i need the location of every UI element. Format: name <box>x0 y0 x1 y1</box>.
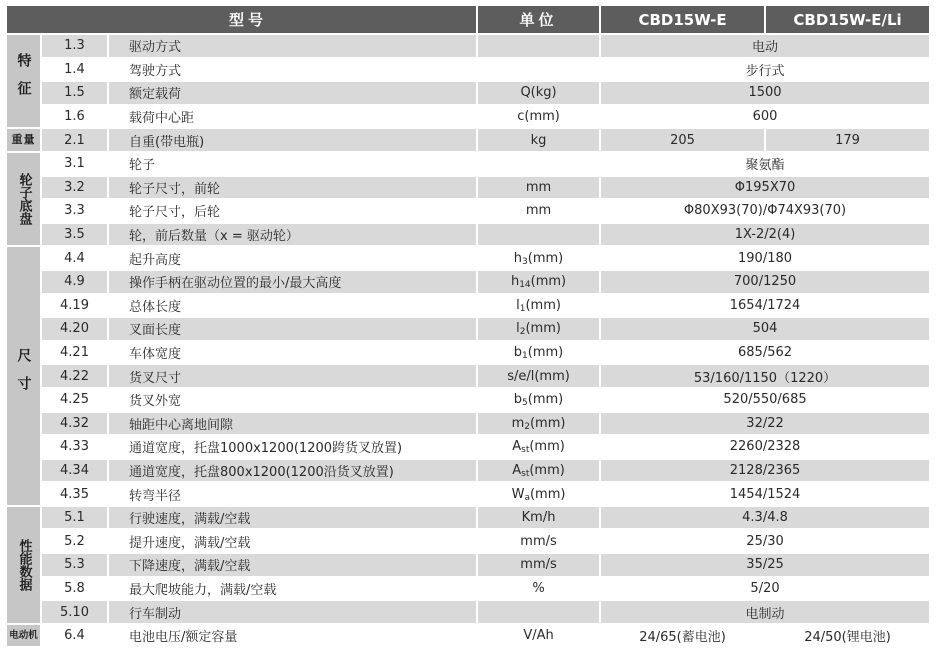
spec-unit: s/e/l(mm) <box>478 365 599 387</box>
spec-no: 4.34 <box>42 460 107 482</box>
spec-no: 5.3 <box>42 554 107 576</box>
table-row <box>7 413 929 435</box>
spec-value: 1X-2/2(4) <box>601 224 929 246</box>
unit-subscript: 2 <box>524 421 530 432</box>
spec-unit: Q(kg) <box>478 82 599 104</box>
spec-no: 4.19 <box>42 295 107 317</box>
table-row <box>7 460 929 482</box>
spec-no: 4.9 <box>42 271 107 293</box>
spec-unit: mm/s <box>478 530 599 552</box>
spec-unit: V/Ah <box>478 625 599 647</box>
spec-name: 通道宽度，托盘1000x1200(1200跨货叉放置) <box>109 436 476 458</box>
spec-rows <box>7 35 929 646</box>
spec-name: 轮子尺寸，前轮 <box>109 177 476 199</box>
header-unit: 单位 <box>478 6 599 33</box>
spec-value-cbd15w-e-li: 179 <box>766 129 929 151</box>
spec-name: 载荷中心距 <box>109 106 476 128</box>
spec-no: 5.8 <box>42 578 107 600</box>
table-row <box>7 365 929 387</box>
spec-name: 总体长度 <box>109 295 476 317</box>
unit-symbol: h <box>513 250 523 266</box>
spec-value: 53/160/1150（1220） <box>601 365 929 387</box>
spec-no: 2.1 <box>42 129 107 151</box>
group-features: 特征 <box>7 35 40 127</box>
group-dimensions: 尺寸 <box>7 247 40 505</box>
spec-value: 32/22 <box>601 413 929 435</box>
spec-no: 3.1 <box>42 153 107 175</box>
unit-subscript: 3 <box>522 256 528 267</box>
spec-name: 驾驶方式 <box>109 59 476 81</box>
header-model: 型号 <box>7 6 476 33</box>
table-row <box>7 601 929 623</box>
table-row <box>7 106 929 128</box>
unit-symbol: A <box>512 439 522 455</box>
spec-value: 504 <box>601 318 929 340</box>
spec-value: 685/562 <box>601 342 929 364</box>
spec-no: 4.32 <box>42 413 107 435</box>
unit-symbol: b <box>513 345 523 361</box>
spec-no: 4.22 <box>42 365 107 387</box>
table-row <box>7 578 929 600</box>
unit-subscript: a <box>524 492 530 503</box>
spec-value-cbd15w-e-li: 24/50(锂电池) <box>766 625 929 647</box>
group-weight: 重量 <box>7 129 40 151</box>
spec-no: 5.2 <box>42 530 107 552</box>
spec-value: 5/20 <box>601 578 929 600</box>
spec-no: 4.4 <box>42 247 107 269</box>
table-row <box>7 483 929 505</box>
unit-suffix: (mm) <box>529 415 566 431</box>
spec-name: 叉面长度 <box>109 318 476 340</box>
spec-value: 190/180 <box>601 247 929 269</box>
spec-value-cbd15w-e: 205 <box>601 129 764 151</box>
spec-name: 车体宽度 <box>109 342 476 364</box>
spec-name: 操作手柄在驱动位置的最小/最大高度 <box>109 271 476 293</box>
unit-suffix: (mm) <box>530 274 567 290</box>
table-row <box>7 129 929 151</box>
spec-name: 额定载荷 <box>109 82 476 104</box>
spec-name: 行车制动 <box>109 601 476 623</box>
spec-no: 1.4 <box>42 59 107 81</box>
unit-suffix: (mm) <box>527 392 564 408</box>
spec-value: 4.3/4.8 <box>601 507 929 529</box>
unit-suffix: (mm) <box>527 345 564 361</box>
spec-name: 电池电压/额定容量 <box>109 625 476 647</box>
table-row <box>7 389 929 411</box>
spec-name: 驱动方式 <box>109 35 476 57</box>
unit-subscript: 1 <box>522 351 528 362</box>
spec-unit <box>478 483 599 505</box>
spec-unit <box>478 247 599 269</box>
unit-symbol: h <box>510 274 520 290</box>
spec-name: 起升高度 <box>109 247 476 269</box>
table-row <box>7 247 929 269</box>
table-row <box>7 271 929 293</box>
table-row <box>7 82 929 104</box>
table-row <box>7 318 929 340</box>
spec-unit <box>478 295 599 317</box>
spec-unit <box>478 460 599 482</box>
spec-table <box>5 4 931 648</box>
table-row <box>7 554 929 576</box>
spec-value: 步行式 <box>601 59 929 81</box>
unit-suffix: (mm) <box>529 462 565 478</box>
group-performance: 性能数据 <box>7 507 40 623</box>
spec-unit <box>478 601 599 623</box>
spec-unit: mm/s <box>478 554 599 576</box>
spec-no: 3.3 <box>42 200 107 222</box>
spec-name: 行驶速度，满载/空载 <box>109 507 476 529</box>
unit-symbol: l <box>516 321 520 337</box>
table-row <box>7 530 929 552</box>
table-row <box>7 507 929 529</box>
table-row <box>7 59 929 81</box>
table-row <box>7 200 929 222</box>
table-row <box>7 224 929 246</box>
spec-value-cbd15w-e: 24/65(蓄电池) <box>601 625 764 647</box>
spec-unit <box>478 59 599 81</box>
spec-unit <box>478 436 599 458</box>
unit-subscript: st <box>521 445 530 456</box>
unit-symbol: l <box>516 297 520 313</box>
spec-value: 700/1250 <box>601 271 929 293</box>
spec-value: 电制动 <box>601 601 929 623</box>
group-motor: 电动机 <box>7 625 40 647</box>
spec-value: 1500 <box>601 82 929 104</box>
table-row <box>7 625 929 647</box>
spec-unit <box>478 413 599 435</box>
spec-no: 6.4 <box>42 625 107 647</box>
table-row <box>7 295 929 317</box>
spec-no: 1.5 <box>42 82 107 104</box>
spec-no: 4.35 <box>42 483 107 505</box>
header-row <box>7 6 929 33</box>
spec-name: 轮，前后数量（x = 驱动轮） <box>109 224 476 246</box>
table-row <box>7 436 929 458</box>
unit-suffix: (mm) <box>525 297 561 313</box>
spec-unit: mm <box>478 177 599 199</box>
unit-symbol: W <box>511 486 525 502</box>
spec-name: 提升速度，满载/空载 <box>109 530 476 552</box>
spec-no: 3.2 <box>42 177 107 199</box>
spec-name: 轮子 <box>109 153 476 175</box>
spec-unit: Km/h <box>478 507 599 529</box>
spec-no: 1.6 <box>42 106 107 128</box>
spec-unit <box>478 342 599 364</box>
table-row <box>7 35 929 57</box>
spec-unit: kg <box>478 129 599 151</box>
table-row <box>7 177 929 199</box>
table-row <box>7 153 929 175</box>
unit-suffix: (mm) <box>527 250 564 266</box>
spec-name: 转弯半径 <box>109 483 476 505</box>
spec-no: 3.5 <box>42 224 107 246</box>
spec-value: 2128/2365 <box>601 460 929 482</box>
spec-value: Φ80X93(70)/Φ74X93(70) <box>601 200 929 222</box>
spec-value: 2260/2328 <box>601 436 929 458</box>
spec-no: 5.1 <box>42 507 107 529</box>
spec-value: 电动 <box>601 35 929 57</box>
spec-unit: % <box>478 578 599 600</box>
spec-no: 4.33 <box>42 436 107 458</box>
spec-value: 35/25 <box>601 554 929 576</box>
spec-value: 聚氨酯 <box>601 153 929 175</box>
spec-name: 自重(带电瓶) <box>109 129 476 151</box>
spec-unit: mm <box>478 200 599 222</box>
unit-suffix: (mm) <box>529 439 565 455</box>
spec-unit <box>478 271 599 293</box>
spec-unit <box>478 35 599 57</box>
spec-value: 1454/1524 <box>601 483 929 505</box>
spec-name: 货叉尺寸 <box>109 365 476 387</box>
spec-unit <box>478 389 599 411</box>
table-row <box>7 342 929 364</box>
spec-name: 最大爬坡能力，满载/空载 <box>109 578 476 600</box>
unit-subscript: 5 <box>522 398 528 409</box>
spec-no: 4.21 <box>42 342 107 364</box>
spec-unit <box>478 224 599 246</box>
spec-unit <box>478 153 599 175</box>
spec-value: 1654/1724 <box>601 295 929 317</box>
unit-subscript: 2 <box>519 327 526 338</box>
spec-no: 1.3 <box>42 35 107 57</box>
spec-value: 600 <box>601 106 929 128</box>
spec-no: 4.25 <box>42 389 107 411</box>
spec-name: 轴距中心离地间隙 <box>109 413 476 435</box>
spec-no: 4.20 <box>42 318 107 340</box>
unit-symbol: A <box>512 462 522 478</box>
unit-subscript: 1 <box>519 303 526 314</box>
header-model-cbd15w-e: CBD15W-E <box>601 6 764 33</box>
spec-name: 货叉外宽 <box>109 389 476 411</box>
spec-no: 5.10 <box>42 601 107 623</box>
unit-subscript: 14 <box>519 280 531 291</box>
spec-sheet <box>5 4 931 648</box>
spec-value: Φ195X70 <box>601 177 929 199</box>
unit-suffix: (mm) <box>529 486 566 502</box>
spec-unit <box>478 318 599 340</box>
spec-name: 下降速度，满载/空载 <box>109 554 476 576</box>
unit-symbol: m <box>511 415 525 431</box>
unit-subscript: st <box>521 468 530 479</box>
group-wheels: 轮子底盘 <box>7 153 40 245</box>
unit-suffix: (mm) <box>525 321 561 337</box>
spec-name: 通道宽度，托盘800x1200(1200沿货叉放置) <box>109 460 476 482</box>
unit-symbol: b <box>513 392 523 408</box>
spec-value: 25/30 <box>601 530 929 552</box>
spec-value: 520/550/685 <box>601 389 929 411</box>
spec-unit: c(mm) <box>478 106 599 128</box>
header-model-cbd15w-e-li: CBD15W-E/Li <box>766 6 929 33</box>
spec-name: 轮子尺寸，后轮 <box>109 200 476 222</box>
